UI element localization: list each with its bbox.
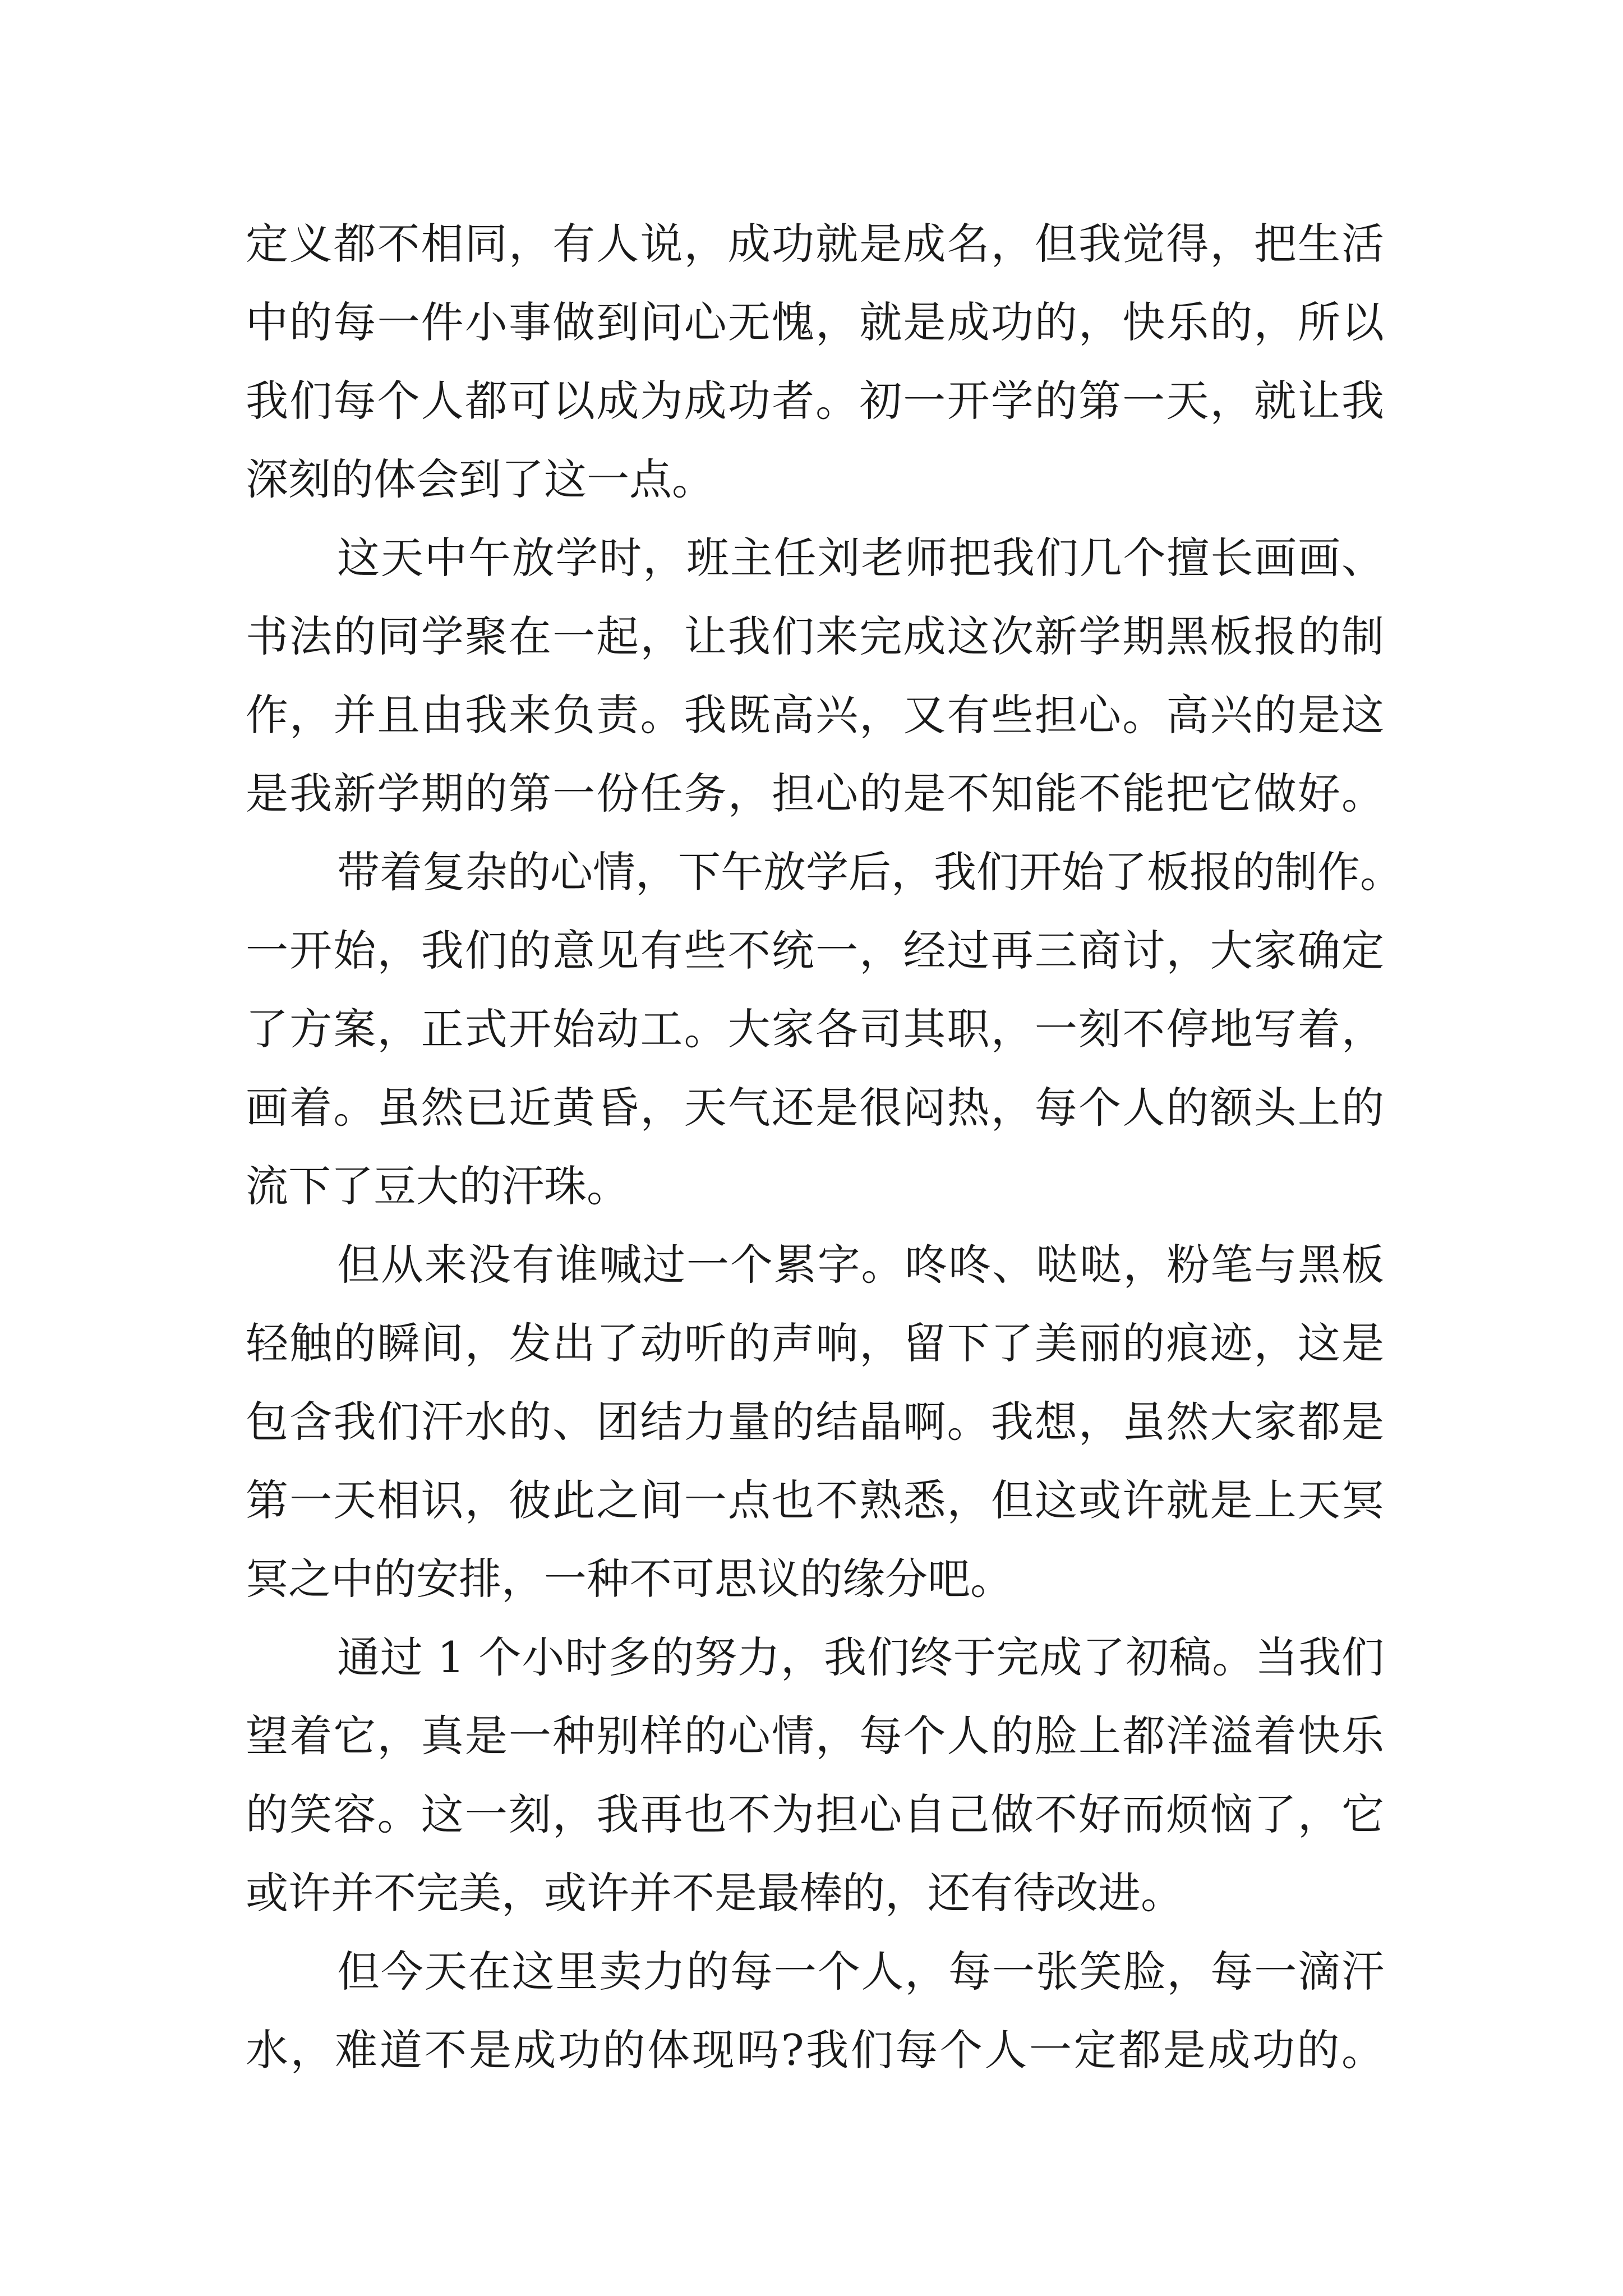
text-line: 了方案，正式开始动工。大家各司其职，一刻不停地写着， — [246, 1004, 1384, 1054]
text-line: 书法的同学聚在一起，让我们来完成这次新学期黑板报的制 — [246, 611, 1384, 661]
text-line: 作，并且由我来负责。我既高兴，又有些担心。高兴的是这 — [246, 690, 1384, 740]
text-line: 通过 1 个小时多的努力，我们终于完成了初稿。当我们 — [337, 1632, 1384, 1682]
text-line: 定义都不相同，有人说，成功就是成名，但我觉得，把生活 — [246, 219, 1384, 269]
text-line: 画着。虽然已近黄昏，天气还是很闷热，每个人的额头上的 — [246, 1083, 1384, 1133]
text-line: 水，难道不是成功的体现吗?我们每个人一定都是成功的。 — [246, 2025, 1384, 2075]
text-line: 我们每个人都可以成为成功者。初一开学的第一天，就让我 — [246, 376, 1384, 426]
text-line: 或许并不完美，或许并不是最棒的，还有待改进。 — [246, 1868, 1183, 1918]
text-line: 深刻的体会到了这一点。 — [246, 454, 714, 504]
text-line: 流下了豆大的汗珠。 — [246, 1161, 629, 1211]
text-line: 是我新学期的第一份任务，担心的是不知能不能把它做好。 — [246, 769, 1384, 818]
text-line: 一开始，我们的意见有些不统一，经过再三商讨，大家确定 — [246, 926, 1384, 976]
text-line: 望着它，真是一种别样的心情，每个人的脸上都洋溢着快乐 — [246, 1711, 1384, 1761]
text-line: 但从来没有谁喊过一个累字。咚咚、哒哒，粉笔与黑板 — [337, 1240, 1384, 1290]
text-line: 第一天相识，彼此之间一点也不熟悉，但这或许就是上天冥 — [246, 1475, 1384, 1525]
text-line: 的笑容。这一刻，我再也不为担心自己做不好而烦恼了，它 — [246, 1789, 1384, 1839]
text-line: 包含我们汗水的、团结力量的结晶啊。我想，虽然大家都是 — [246, 1397, 1384, 1447]
text-line: 这天中午放学时，班主任刘老师把我们几个擅长画画、 — [337, 533, 1384, 583]
text-line: 中的每一件小事做到问心无愧，就是成功的，快乐的，所以 — [246, 297, 1384, 347]
text-line: 带着复杂的心情，下午放学后，我们开始了板报的制作。 — [337, 847, 1403, 897]
text-line: 轻触的瞬间，发出了动听的声响，留下了美丽的痕迹，这是 — [246, 1318, 1384, 1368]
text-line: 但今天在这里卖力的每一个人，每一张笑脸，每一滴汗 — [337, 1947, 1384, 1996]
text-line: 冥之中的安排，一种不可思议的缘分吧。 — [246, 1554, 1013, 1604]
